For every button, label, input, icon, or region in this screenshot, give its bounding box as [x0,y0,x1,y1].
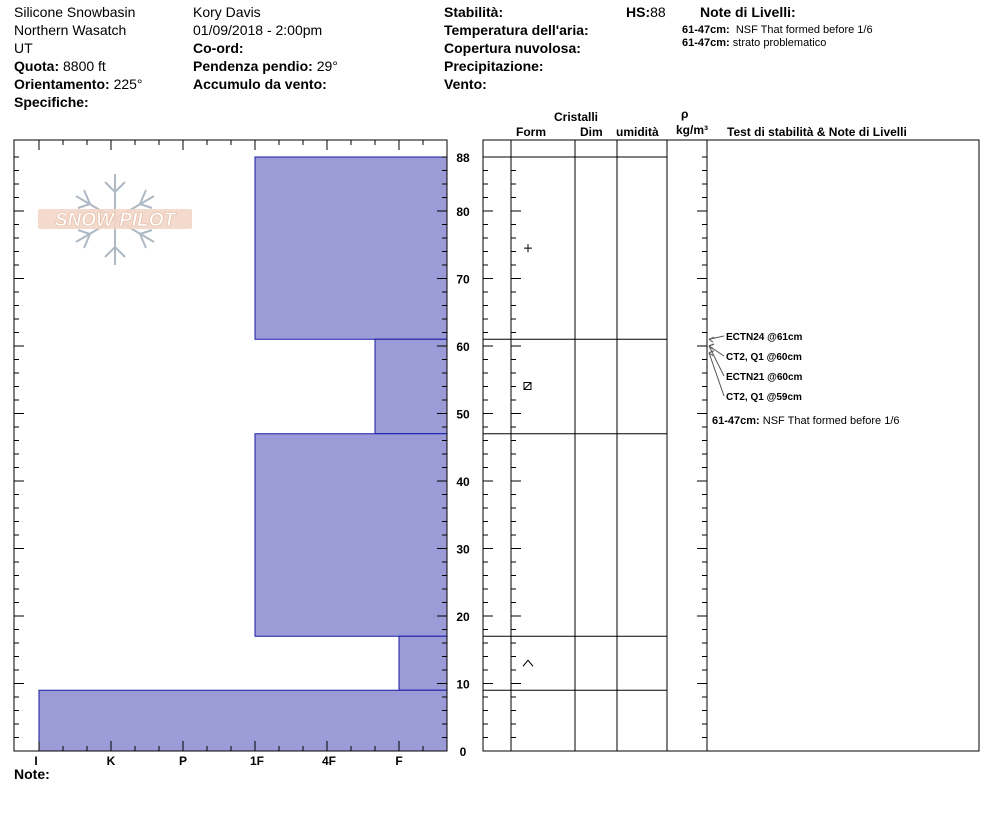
hardness-label: F [395,754,403,768]
col-form: Form [516,125,546,139]
layer-note-text: NSF That formed before 1/6 [759,415,900,427]
height-label: 50 [456,407,470,422]
location-line-2: Northern Wasatch [14,22,127,38]
crystal-caret-icon [523,660,533,666]
hardness-label: I [34,754,38,768]
notes-title: Note di Livelli: [700,4,796,20]
crystal-box-slash [524,383,531,390]
specifiche-label: Specifiche: [14,94,89,110]
location-line-1: Silicone Snowbasin [14,4,136,20]
hs-label: HS: [626,4,651,20]
cloud-label: Copertura nuvolosa: [444,40,581,56]
height-label: 30 [456,542,470,557]
hardness-bar [39,690,447,751]
layer-note [712,415,900,427]
hardness-bar [255,434,447,637]
header-note-2-text: strato problematico [732,37,827,49]
hardness-label: K [106,754,116,768]
layer-note-range: 61-47cm: [712,415,760,427]
test-leader-line [709,353,724,396]
height-label: 60 [456,340,470,354]
note-label: Note: [14,766,50,782]
col-dim: Dim [580,125,603,139]
crystal-plus-icon [524,244,532,252]
test-arrow-icon [709,337,714,342]
height-label: 0 [459,745,467,759]
datetime: 01/09/2018 - 2:00pm [193,22,323,38]
stability-test-label: CT2, Q1 @60cm [726,352,802,363]
col-umidita: umidità [616,125,659,139]
height-label: 80 [456,205,470,219]
orient-value: 225° [113,76,143,92]
hs-value: 88 [650,4,666,20]
stability-label: Stabilità: [444,4,504,20]
header-note-2-range: 61-47cm: [682,37,730,49]
quota-label: Quota: [14,58,60,74]
stability-test-label: ECTN24 @61cm [726,332,803,343]
snowpilot-logo [38,174,192,265]
orient-label: Orientamento: [14,76,110,92]
slope-value: 29° [316,58,338,74]
stability-test-label: CT2, Q1 @59cm [726,392,802,403]
height-label: 10 [456,677,470,692]
wind-label: Vento: [444,76,487,92]
precip-label: Precipitazione: [444,58,544,74]
slope-label: Pendenza pendio: [193,58,313,74]
wind-load-label: Accumulo da vento: [193,76,327,92]
hardness-bar [399,636,447,690]
hardness-bar [255,157,447,339]
hardness-label: 1F [249,754,265,768]
hardness-label: 4F [321,754,337,768]
col-cristalli: Cristalli [554,110,599,124]
stability-test-label: ECTN21 @60cm [726,372,803,383]
col-rho: ρ [681,107,689,121]
hardness-label: P [178,754,188,768]
logo-text: SNOW PILOT [54,210,176,231]
grid-frame [483,140,979,751]
location-line-3: UT [14,40,33,56]
header-note-1-text: NSF That formed before 1/6 [735,24,873,36]
height-label: 70 [456,272,470,287]
header-note-1-range: 61-47cm: [682,24,730,36]
height-label: 88 [456,151,470,165]
height-label: 40 [456,475,470,489]
coord-label: Co-ord: [193,40,244,56]
hardness-profile [14,140,470,768]
hardness-bar [375,339,447,434]
crystal-grid [483,140,979,751]
col-density-unit: kg/m³ [676,123,709,137]
quota-value: 8800 ft [63,58,106,74]
col-tests-title: Test di stabilità & Note di Livelli [727,125,907,139]
height-label: 20 [456,610,470,624]
observer: Kory Davis [193,4,261,20]
air-temp-label: Temperatura dell'aria: [444,22,589,38]
